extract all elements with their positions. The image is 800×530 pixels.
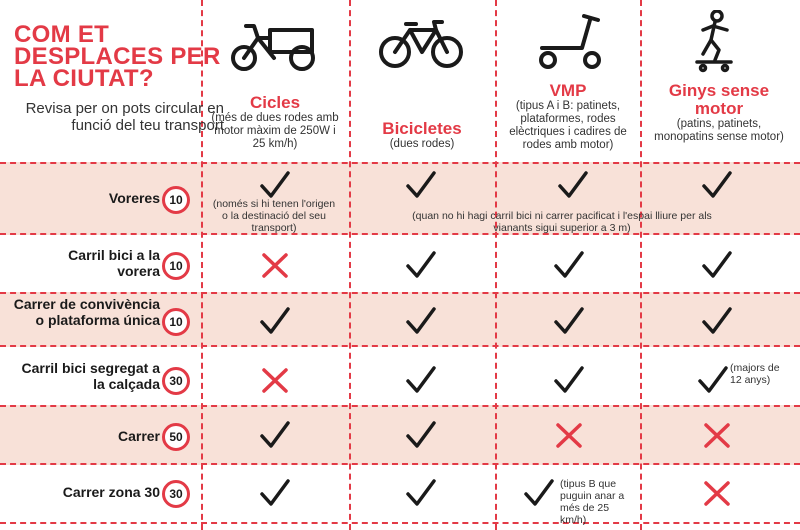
note-voreres-cicles: (només si hi tenen l'origen o la destinació del seu transport) [212,198,336,234]
row-label-segregat: Carril bici segregat a la calçada [21,360,160,392]
check-icon [258,420,292,450]
speed-limit-sign: 30 [162,367,190,395]
row-label-zona30: Carrer zona 30 [62,484,160,500]
row-label-carril-vorera: Carril bici a la vorera [68,247,160,279]
row-label-convivencia: Carrer de convivència o plataforma única [13,296,160,328]
note-zona30-vmp: (tipus B que puguin anar a més de 25 km/h) [560,478,625,526]
column-description: (patins, patinets, monopatins sense motor) [654,118,784,143]
speed-limit-sign: 50 [162,423,190,451]
check-icon [258,170,292,200]
check-icon [404,478,438,508]
check-icon [404,420,438,450]
cross-icon [552,420,586,450]
column-name: VMP [549,81,587,100]
check-icon [700,170,734,200]
check-icon [404,250,438,280]
cargo-bike-icon [228,14,320,76]
check-icon [404,306,438,336]
column-divider [495,0,497,530]
column-header-bicicletes [356,120,488,151]
speed-limit-sign: 10 [162,186,190,214]
column-name: Cicles [249,93,301,112]
check-icon [552,365,586,395]
speed-limit-sign: 30 [162,480,190,508]
column-description: (dues rodes) [389,138,455,150]
column-name: Bicicletes [382,119,462,138]
check-icon [700,250,734,280]
note-segregat-ginys: (majors de 12 anys) [730,362,780,386]
speed-limit-sign: 10 [162,308,190,336]
check-icon [700,306,734,336]
check-icon [552,250,586,280]
column-divider [349,0,351,530]
note-voreres-span: (quan no hi hagi carril bici ni carrer pacificat i l'espai lliure per als vianants sigui superior a 3 m) [412,210,712,234]
check-icon [404,365,438,395]
row-label-carrer: Carrer [117,428,160,444]
check-icon [522,478,556,508]
cross-icon [700,478,734,508]
cross-icon [258,365,292,395]
check-icon [258,306,292,336]
column-name: Ginys sense motor [668,81,770,118]
page-subtitle: Revisa per on pots circular en funció del teu transport [25,100,224,134]
check-icon [552,306,586,336]
column-header-cicles [210,94,340,151]
check-icon [696,365,730,395]
check-icon [556,170,590,200]
speed-limit-sign: 10 [162,252,190,280]
bicycle-icon [378,18,464,70]
column-divider [640,0,642,530]
cross-icon [258,250,292,280]
skateboarder-icon [695,10,735,74]
column-description: (més de dues rodes amb motor màxim de 250W i 25 km/h) [211,112,339,150]
row-separator [0,522,800,524]
row-label-voreres: Voreres [108,190,160,206]
scooter-icon [538,12,604,72]
column-header-vmp [500,82,636,152]
page-title: COM ET DESPLACES PER LA CIUTAT? [14,21,221,92]
column-description: (tipus A i B: patinets, plataformes, rodes elèctriques i cadires de rodes amb motor) [509,100,627,151]
cross-icon [700,420,734,450]
check-icon [404,170,438,200]
column-header-ginys [648,82,790,144]
check-icon [258,478,292,508]
